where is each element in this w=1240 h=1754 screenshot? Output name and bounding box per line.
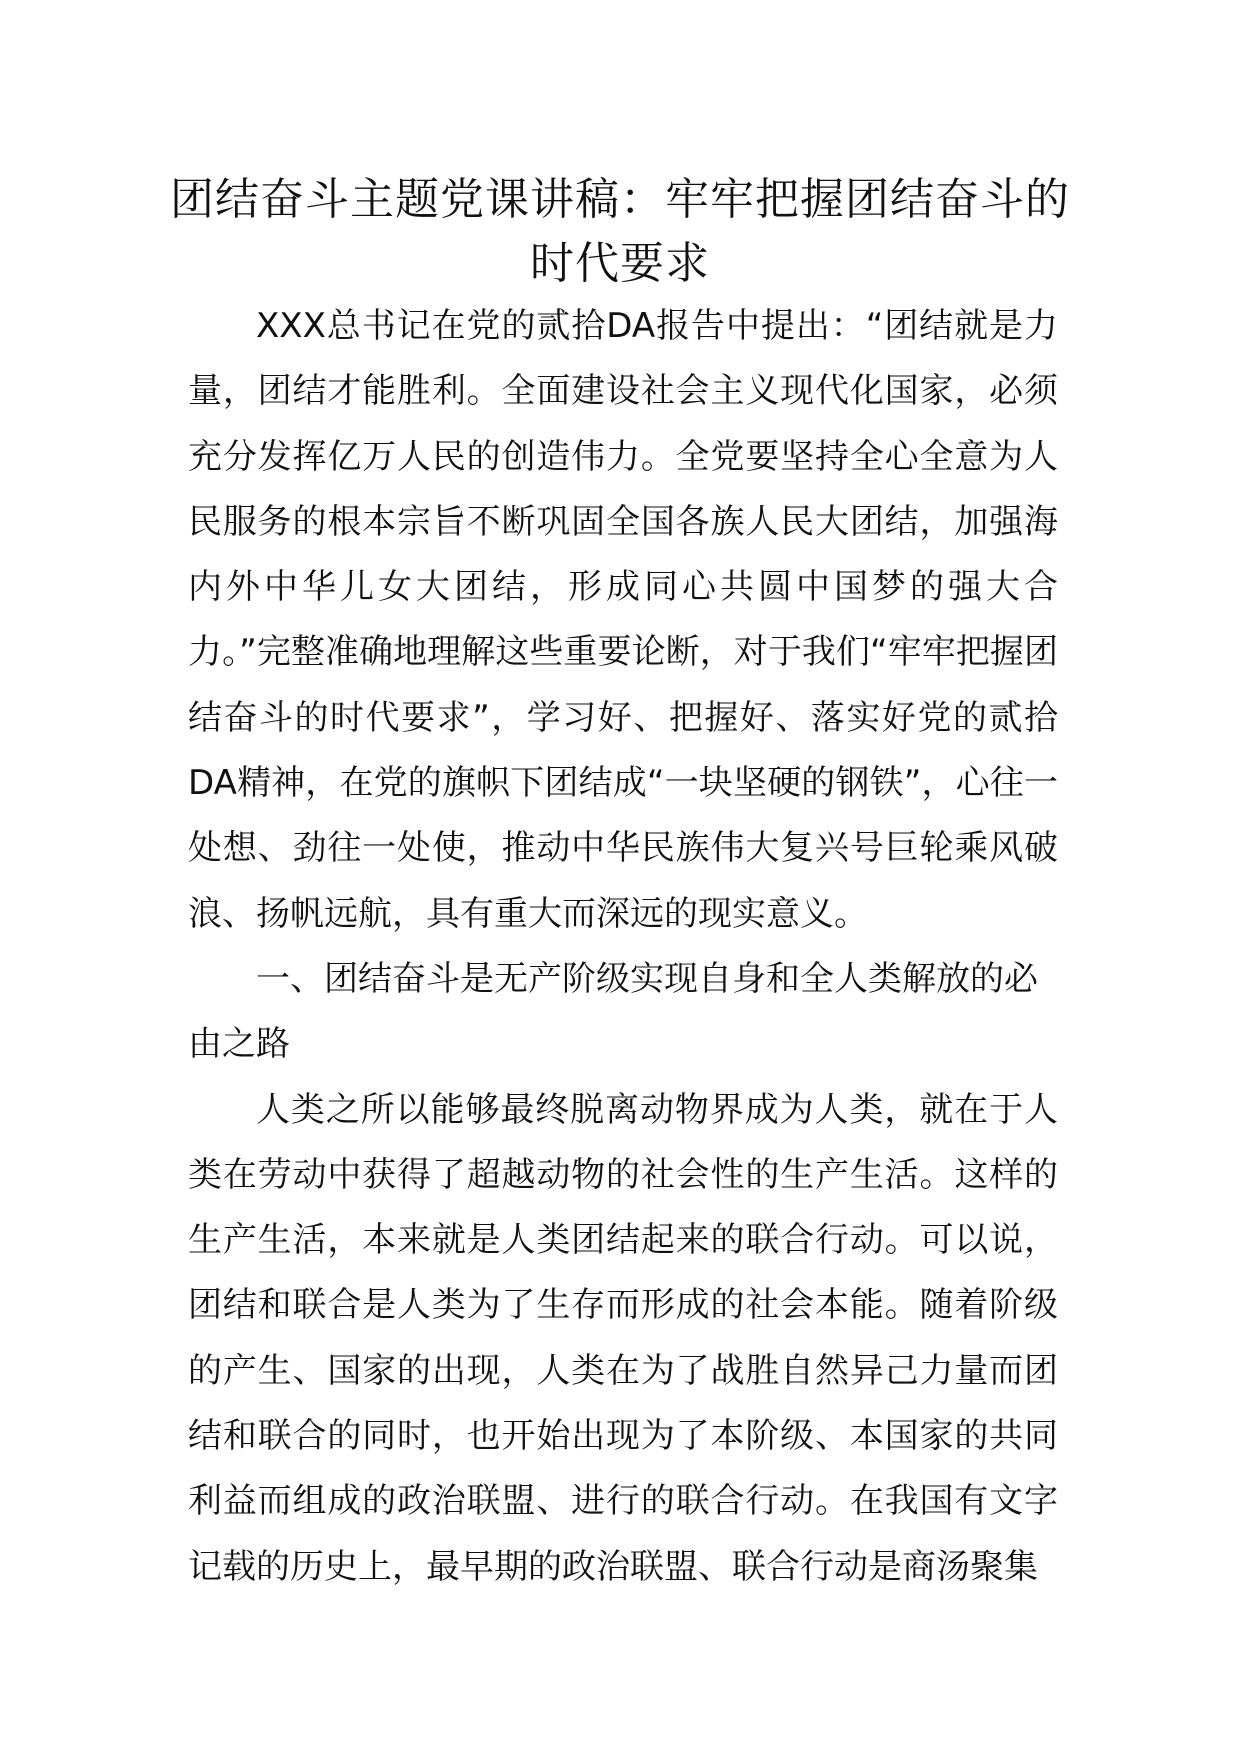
document-body <box>188 294 1058 1600</box>
intro-paragraph: XXX总书记在党的贰拾DA报告中提出：“团结就是力量，团结才能胜利。全面建设社会主义现代化国家，必须充分发挥亿万人民的创造伟力。全党要坚持全心全意为人民服务的根本宗旨不断巩固全国各族人民大团结，加强海内外中华儿女大团结，形成同心共圆中国梦的强大合力。”完整准确地理解这些重要论断，对于我们“牢牢把握团结奋斗的时代要求”，学习好、把握好、落实好党的贰拾DA精神，在党的旗帜下团结成“一块坚硬的钢铁”，心往一处想、劲往一处使，推动中华民族伟大复兴号巨轮乘风破浪、扬帆远航，具有重大而深远的现实意义。 <box>188 306 1058 934</box>
section-paragraph: 人类之所以能够最终脱离动物界成为人类，就在于人类在劳动中获得了超越动物的社会性的生产生活。这样的生产生活，本来就是人类团结起来的联合行动。可以说，团结和联合是人类为了生存而形成的社会本能。随着阶级的产生、国家的出现，人类在为了战胜自然异己力量而团结和联合的同时，也开始出现为了本阶级、本国家的共同利益而组成的政治联盟、进行的联合行动。在我国有文字记载的历史上，最早期的政治联盟、联合行动是商汤聚集 <box>188 1089 1058 1587</box>
document-title: 团结奋斗主题党课讲稿：牢牢把握团结奋斗的时代要求 <box>170 174 1070 289</box>
section-heading: 一、团结奋斗是无产阶级实现自身和全人类解放的必由之路 <box>188 958 1038 1065</box>
